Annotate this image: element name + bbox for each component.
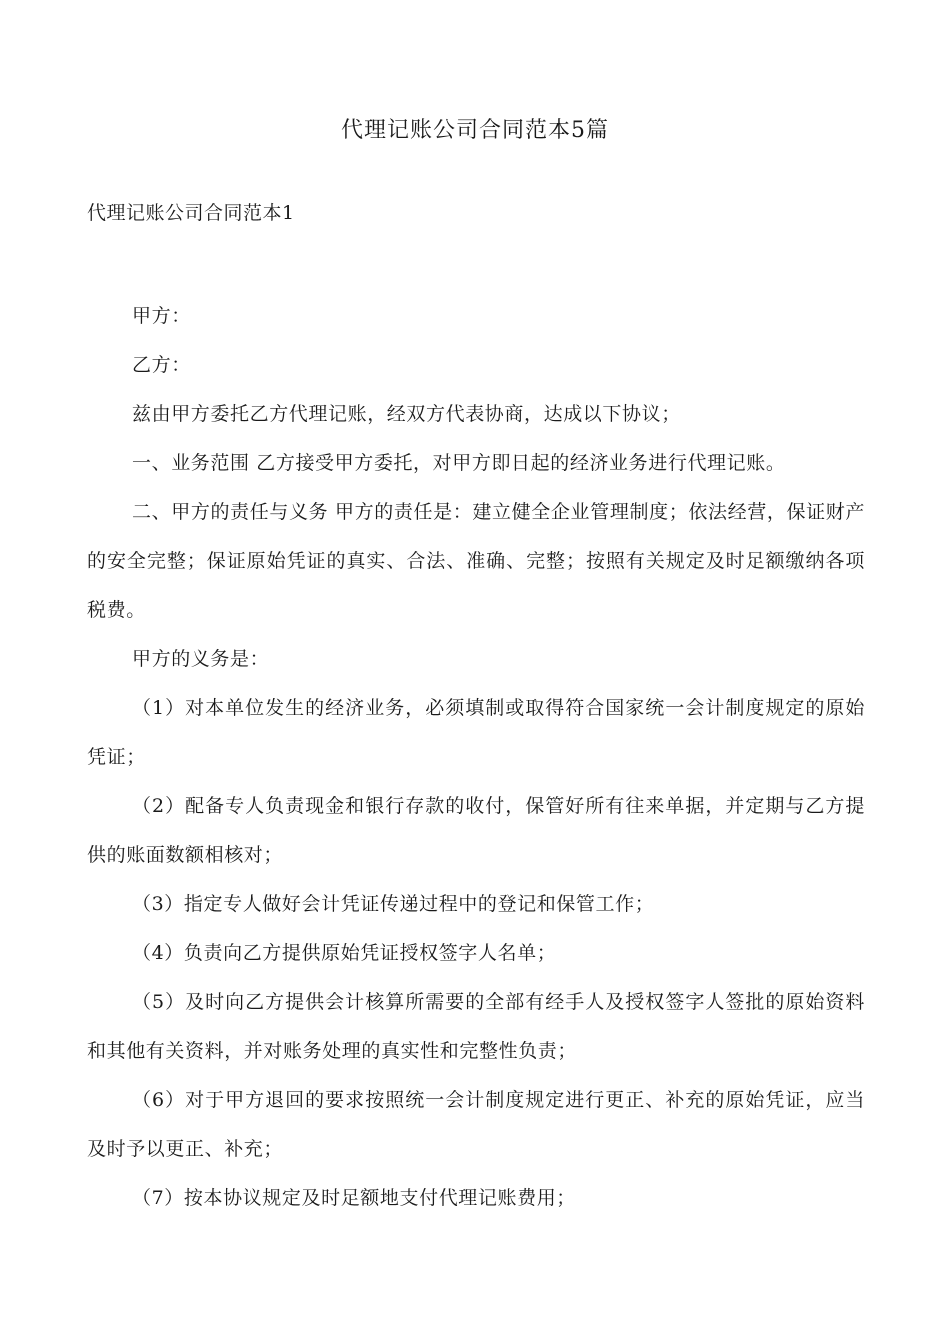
paragraph-party-a-responsibility: 二、甲方的责任与义务 甲方的责任是：建立健全企业管理制度；依法经营，保证财产的安全完整；保证原始凭证的真实、合法、准确、完整；按照有关规定及时足额缴纳各项税费。 <box>87 501 865 621</box>
section-title: 代理记账公司合同范本1 <box>87 202 295 224</box>
document-body <box>87 292 865 1223</box>
paragraph-party-a: 甲方： <box>132 305 191 327</box>
paragraph-item-3: （3）指定专人做好会计凭证传递过程中的登记和保管工作； <box>132 893 655 915</box>
paragraph-preamble: 兹由甲方委托乙方代理记账，经双方代表协商，达成以下协议； <box>132 403 681 425</box>
paragraph-party-a-obligations: 甲方的义务是： <box>132 648 270 670</box>
paragraph-business-scope: 一、业务范围 乙方接受甲方委托，对甲方即日起的经济业务进行代理记账。 <box>132 452 786 474</box>
document-title: 代理记账公司合同范本5篇 <box>341 118 609 143</box>
paragraph-party-b: 乙方： <box>132 354 191 376</box>
paragraph-item-7: （7）按本协议规定及时足额地支付代理记账费用； <box>132 1187 576 1209</box>
paragraph-item-5: （5）及时向乙方提供会计核算所需要的全部有经手人及授权签字人签批的原始资料和其他有关资料，并对账务处理的真实性和完整性负责； <box>87 991 865 1062</box>
paragraph-item-4: （4）负责向乙方提供原始凭证授权签字人名单； <box>132 942 557 964</box>
paragraph-item-1: （1）对本单位发生的经济业务，必须填制或取得符合国家统一会计制度规定的原始凭证； <box>87 697 865 768</box>
paragraph-item-6: （6）对于甲方退回的要求按照统一会计制度规定进行更正、补充的原始凭证，应当及时予以更正、补充； <box>87 1089 865 1160</box>
paragraph-item-2: （2）配备专人负责现金和银行存款的收付，保管好所有往来单据，并定期与乙方提供的账面数额相核对； <box>87 795 865 866</box>
